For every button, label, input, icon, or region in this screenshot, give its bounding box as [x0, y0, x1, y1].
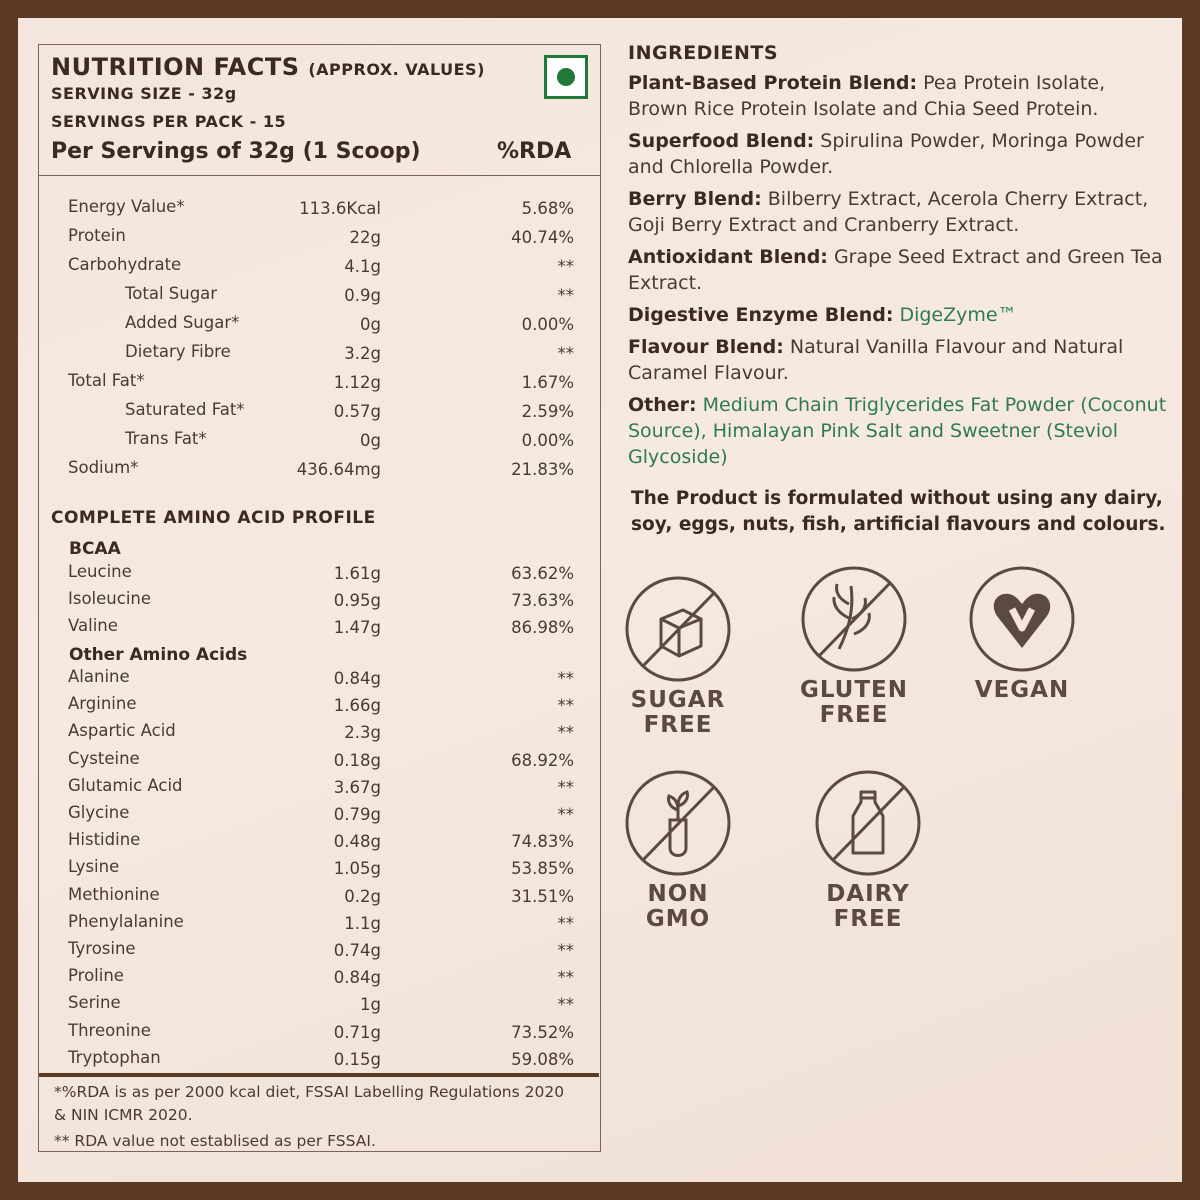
ingredients-list [628, 70, 1168, 470]
row-name: Saturated Fat* [125, 400, 245, 419]
ingredient-item [628, 302, 1168, 328]
row-rda: 86.98% [511, 618, 574, 637]
footnotes [39, 1073, 599, 1151]
row-rda: ** [557, 286, 574, 305]
row-rda: ** [557, 257, 574, 276]
row-quantity: 1.66g [333, 696, 381, 716]
row-name: Tryptophan [68, 1047, 161, 1067]
row-name: Valine [68, 616, 118, 635]
badge-vegan-label: VEGAN [974, 677, 1070, 703]
ingredient-text: Bilberry Extract, Acerola Cherry Extract, Goji Berry Extract and Cranberry Extract. [628, 188, 1149, 236]
ingredients-title: INGREDIENTS [628, 42, 779, 64]
badge-gluten-free-line1: GLUTEN [799, 677, 909, 703]
row-name: Trans Fat* [125, 429, 207, 448]
row-name: Dietary Fibre [125, 342, 231, 361]
rda-heading: %RDA [497, 139, 572, 164]
row-name: Total Sugar [125, 284, 218, 303]
row-name: Lysine [68, 857, 120, 877]
test-tube-sprout-icon [623, 768, 733, 878]
row-quantity: 0.15g [333, 1049, 381, 1069]
row-name: Cysteine [68, 748, 140, 768]
badge-dairy-free [808, 768, 928, 932]
row-rda: ** [557, 344, 574, 363]
row-quantity: 0.95g [333, 591, 381, 610]
ingredient-label: Digestive Enzyme Blend: [628, 304, 894, 326]
ingredients-section [628, 42, 1168, 476]
row-quantity: 3.2g [344, 344, 381, 363]
row-rda: 1.67% [521, 373, 574, 392]
ingredient-label: Antioxidant Blend: [628, 246, 828, 268]
per-serving-heading: Per Servings of 32g (1 Scoop) [51, 139, 421, 164]
badge-vegan [962, 564, 1082, 703]
row-quantity: 22g [349, 228, 381, 247]
row-rda: 53.85% [511, 859, 574, 879]
heart-v-icon [967, 564, 1077, 674]
row-name: Energy Value* [68, 197, 185, 216]
row-quantity: 0.48g [333, 832, 381, 852]
nutrition-title-text: NUTRITION FACTS [51, 53, 300, 81]
row-rda: ** [557, 805, 574, 824]
row-rda: 31.51% [511, 886, 574, 906]
row-rda: 21.83% [511, 460, 574, 479]
amino-title: COMPLETE AMINO ACID PROFILE [51, 508, 376, 528]
row-rda: 73.63% [511, 591, 574, 610]
wheat-icon [799, 564, 909, 674]
ingredient-label: Plant-Based Protein Blend: [628, 72, 918, 94]
label-sheet [18, 18, 1182, 1182]
ingredient-label: Berry Blend: [628, 188, 762, 210]
badge-non-gmo-line1: NON [647, 881, 709, 907]
row-quantity: 1.05g [333, 859, 381, 879]
row-rda: 63.62% [511, 564, 574, 583]
row-name: Histidine [68, 830, 141, 850]
row-rda: 74.83% [511, 832, 574, 852]
row-rda: ** [557, 941, 574, 960]
row-name: Leucine [68, 562, 132, 581]
row-name: Threonine [68, 1020, 151, 1040]
veg-mark-icon [544, 55, 588, 99]
ingredient-text: DigeZyme™ [893, 304, 1017, 326]
row-quantity: 0.84g [333, 669, 381, 688]
sugar-cube-icon [623, 574, 733, 684]
row-rda: 0.00% [521, 315, 574, 334]
row-quantity: 0.71g [333, 1022, 381, 1042]
badge-sugar-free-line2: FREE [643, 712, 713, 738]
row-name: Phenylalanine [68, 911, 184, 931]
row-quantity: 0g [360, 431, 381, 450]
row-quantity: 0.18g [333, 750, 381, 770]
row-name: Glycine [68, 803, 130, 822]
other-amino-title: Other Amino Acids [69, 645, 248, 665]
ingredient-text: Natural Vanilla Flavour and Natural Caramel Flavour. [628, 336, 1124, 384]
row-rda: ** [557, 669, 574, 688]
row-name: Carbohydrate [68, 255, 182, 274]
row-quantity: 1.61g [333, 564, 381, 583]
row-name: Proline [68, 966, 124, 986]
row-quantity: 0.57g [333, 402, 381, 421]
row-quantity: 1.1g [344, 913, 381, 933]
nutrition-panel [38, 44, 601, 1152]
row-quantity: 1.47g [333, 618, 381, 637]
free-from-note: The Product is formulated without using any dairy, soy, eggs, nuts, fish, artificial flavours and colours. [631, 488, 1166, 535]
ingredient-text: Grape Seed Extract and Green Tea Extract. [628, 246, 1163, 294]
ingredient-item [628, 186, 1168, 238]
row-quantity: 4.1g [344, 257, 381, 276]
row-rda: ** [557, 696, 574, 716]
row-name: Tyrosine [68, 939, 136, 958]
row-quantity: 0.84g [333, 968, 381, 988]
badge-dairy-free-line1: DAIRY [826, 881, 910, 907]
badge-sugar-free [618, 574, 738, 738]
row-name: Aspartic Acid [68, 721, 176, 741]
row-rda: ** [557, 777, 574, 797]
badge-non-gmo [618, 768, 738, 932]
row-quantity: 436.64mg [296, 460, 381, 479]
row-quantity: 1.12g [333, 373, 381, 392]
badge-non-gmo-line2: GMO [645, 906, 711, 932]
serving-size: SERVING SIZE - 32g [51, 84, 237, 103]
row-rda: 59.08% [511, 1049, 574, 1069]
row-rda: 40.74% [511, 228, 574, 247]
row-quantity: 0g [360, 315, 381, 334]
badge-gluten-free-line2: FREE [819, 702, 889, 728]
ingredient-item [628, 70, 1168, 122]
footnote-rda: *%RDA is as per 2000 kcal diet, FSSAI Labelling Regulations 2020 & NIN ICMR 2020. [54, 1083, 565, 1124]
ingredient-label: Superfood Blend: [628, 130, 815, 152]
row-rda: 2.59% [521, 402, 574, 421]
row-rda: 0.00% [521, 431, 574, 450]
row-name: Total Fat* [68, 371, 145, 390]
footnote-fssai: ** RDA value not establised as per FSSAI. [54, 1132, 376, 1150]
nutrition-title [51, 53, 485, 81]
row-name: Serine [68, 993, 121, 1013]
row-quantity: 1g [360, 995, 381, 1015]
row-quantity: 113.6Kcal [299, 199, 381, 218]
row-rda: ** [557, 968, 574, 988]
row-rda: ** [557, 723, 574, 743]
row-name: Protein [68, 226, 126, 245]
row-name: Methionine [68, 884, 160, 904]
ingredient-item [628, 244, 1168, 296]
row-name: Alanine [68, 667, 130, 686]
row-quantity: 0.74g [333, 941, 381, 960]
row-quantity: 0.79g [333, 805, 381, 824]
row-rda: ** [557, 995, 574, 1015]
ingredient-label: Flavour Blend: [628, 336, 784, 358]
row-name: Added Sugar* [125, 313, 240, 332]
milk-bottle-icon [813, 768, 923, 878]
row-rda: 5.68% [521, 199, 574, 218]
nutrition-header [39, 45, 600, 176]
row-quantity: 3.67g [333, 777, 381, 797]
nutrition-title-note: (APPROX. VALUES) [308, 60, 485, 79]
row-name: Isoleucine [68, 589, 152, 608]
bcaa-title: BCAA [69, 539, 121, 559]
row-name: Arginine [68, 694, 137, 714]
ingredient-text: Spirulina Powder, Moringa Powder and Chlorella Powder. [628, 130, 1144, 178]
row-rda: 73.52% [511, 1022, 574, 1042]
badge-gluten-free [794, 564, 914, 728]
row-quantity: 2.3g [344, 723, 381, 743]
ingredient-item [628, 334, 1168, 386]
ingredient-item [628, 128, 1168, 180]
row-name: Glutamic Acid [68, 775, 183, 795]
row-quantity: 0.2g [344, 886, 381, 906]
row-quantity: 0.9g [344, 286, 381, 305]
ingredient-text: Medium Chain Triglycerides Fat Powder (Coconut Source), Himalayan Pink Salt and Sweetner (Steviol Glycoside) [628, 394, 1167, 468]
row-rda: ** [557, 913, 574, 933]
servings-per-pack: SERVINGS PER PACK - 15 [51, 112, 287, 131]
ingredient-label: Other: [628, 394, 697, 416]
ingredient-item [628, 392, 1168, 470]
row-name: Sodium* [68, 458, 139, 477]
ingredient-text: Pea Protein Isolate, Brown Rice Protein Isolate and Chia Seed Protein. [628, 72, 1106, 120]
badge-dairy-free-line2: FREE [833, 906, 903, 932]
row-rda: 68.92% [511, 750, 574, 770]
badge-sugar-free-line1: SUGAR [630, 687, 726, 713]
